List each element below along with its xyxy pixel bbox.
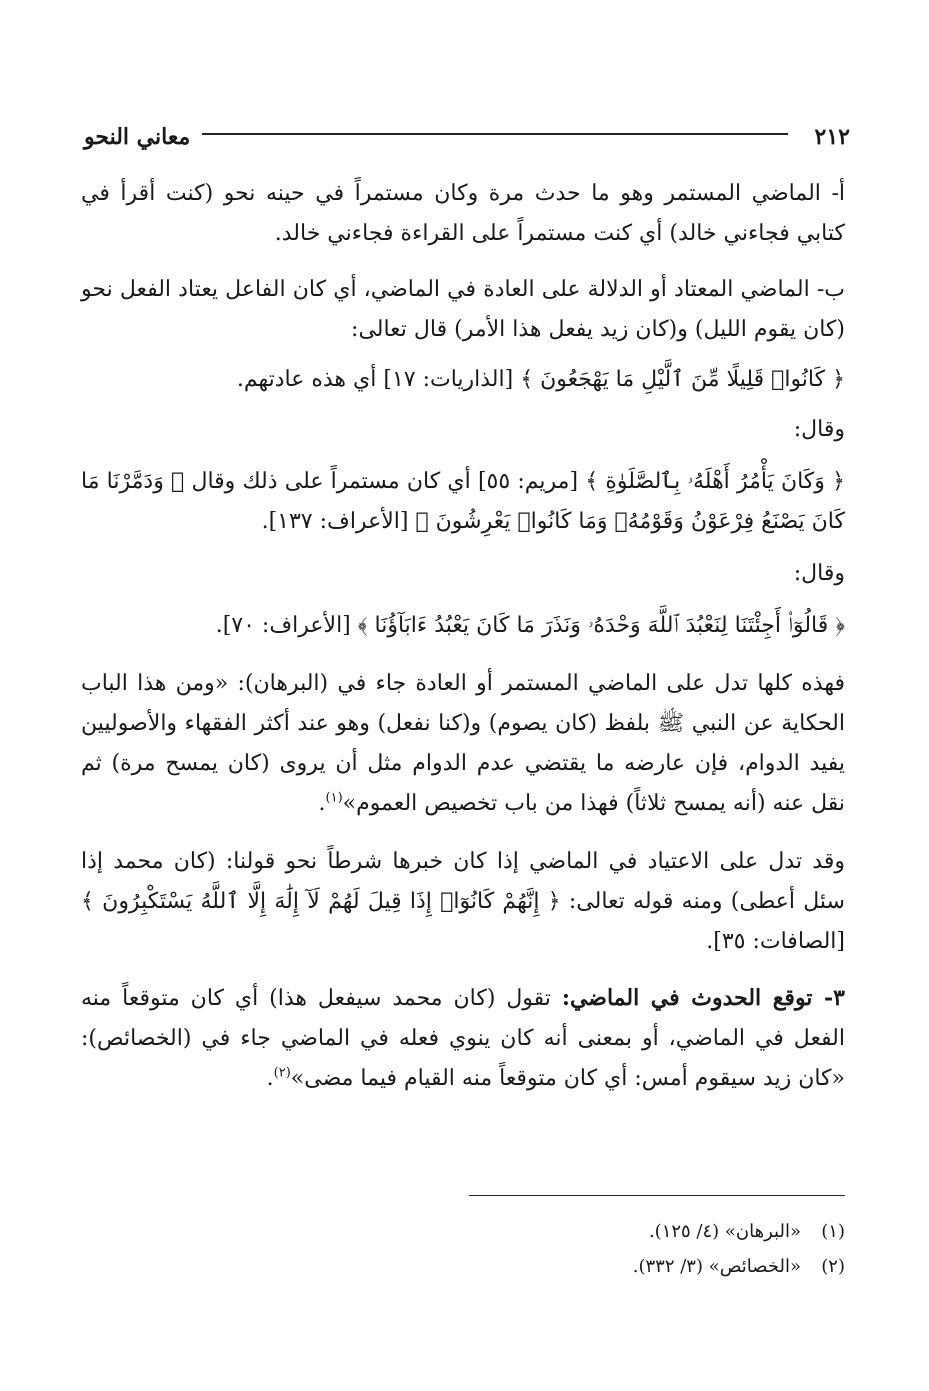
quote-reference: [الصافات: ٣٥].: [706, 929, 845, 954]
footnote-number: (٢): [821, 1256, 845, 1277]
paragraph-burhan-citation: [81, 664, 845, 824]
paragraph-expected-past: [81, 978, 845, 1099]
quran-verse: ﴿ كَانُوا۟ قَلِيلًا مِّنَ ٱلَّيْلِ مَا يَهْجَعُونَ ﴾: [520, 367, 845, 392]
said-label: وقال:: [793, 561, 845, 586]
quran-quote-1: [81, 360, 845, 400]
footnote-item: [81, 1249, 845, 1284]
page-number: ٢١٢: [814, 124, 850, 150]
page-header: [84, 124, 850, 164]
paragraph-text: وقد تدل على الاعتياد في الماضي إذا كان خبرها شرطاً نحو قولنا: (كان محمد إذا سئل أعطى) ومنه قوله تعالى:: [81, 849, 845, 914]
quote-commentary: [مريم: ٥٥] أي كان مستمراً على ذلك وقال: [184, 469, 586, 494]
quote-reference: [الذاريات: ١٧] أي هذه عادتهم.: [236, 367, 521, 392]
quran-verse: ﴿ وَدَمَّرْنَا مَا كَانَ يَصْنَعُ فِرْعَوْنُ وَقَوْمُهُۥ وَمَا كَانُوا۟ يَعْرِشُونَ ﴾: [81, 469, 845, 534]
quran-verse: ﴿ وَكَانَ يَأْمُرُ أَهْلَهُۥ بِٱلصَّلَوٰةِ ﴾: [585, 469, 845, 494]
quote-reference: [الأعراف: ٧٠].: [215, 613, 358, 638]
paragraph-continuous-past: أ- الماضي المستمر وهو ما حدث مرة وكان مستمراً في حينه نحو (كنت أقرأ في كتابي فجاءني خالد) أي كنت مستمراً على القراءة فجاءني خالد.: [81, 181, 846, 246]
quran-quote-2: [81, 462, 845, 542]
paragraph-text: تقول (كان محمد سيفعل هذا) أي كان متوقعاً منه الفعل في الماضي، أو بمعنى أنه كان ينوي فعله في الماضي جاء في (الخصائص): «كان زيد سيقوم أمس: أي كان متوقعاً منه القيام فيما مضى»: [81, 986, 846, 1091]
main-text: [81, 174, 845, 1099]
said-label: وقال:: [793, 417, 845, 442]
footnote-text: «البرهان» (٤/ ١٢٥).: [648, 1221, 801, 1242]
footnote-ref: (٢): [273, 1065, 291, 1081]
paragraph-habitual-past: ب- الماضي المعتاد أو الدلالة على العادة في الماضي، أي كان الفاعل يعتاد الفعل نحو (كان يقوم الليل) و(كان زيد يفعل هذا الأمر) قال تعالى:: [81, 277, 845, 342]
period: .: [266, 1066, 274, 1091]
running-title: معاني النحو: [84, 124, 191, 150]
period: .: [318, 791, 326, 816]
quran-verse: ﴿ قَالُوٓا۟ أَجِئْتَنَا لِنَعْبُدَ ٱللَّهَ وَحْدَهُۥ وَنَذَرَ مَا كَانَ يَعْبُدُ ءَابَآؤُنَا ﴾: [357, 613, 845, 638]
section-heading: ٣- توقع الحدوث في الماضي:: [561, 985, 845, 1011]
paragraph-text: فهذه كلها تدل على الماضي المستمر أو العادة جاء في (البرهان): «ومن هذا الباب الحكاية عن النبي ﷺ بلفظ (كان يصوم) و(كنا نفعل) وهو عند أكثر الفقهاء والأصوليين يفيد الدوام، فإن عارضه ما يقتضي عدم الدوام مثل أن يروى (كان يمسح مرة) ثم نقل عنه (أنه يمسح ثلاثاً) فهذا من باب تخصيص العموم»: [81, 671, 845, 816]
footnote-item: [81, 1214, 845, 1249]
quran-quote-3: [81, 606, 845, 646]
quran-verse: ﴿ إِنَّهُمْ كَانُوٓا۟ إِذَا قِيلَ لَهُمْ لَآ إِلَٰهَ إِلَّا ٱللَّهُ يَسْتَكْبِرُونَ ﴾: [81, 889, 561, 914]
footnote-text: «الخصائص» (٣/ ٣٣٢).: [632, 1256, 801, 1277]
footnote-number: (١): [821, 1221, 845, 1242]
footnotes: [81, 1214, 845, 1284]
quote-reference: [الأعراف: ١٣٧].: [261, 509, 416, 534]
footnote-separator: [469, 1195, 845, 1196]
footnote-ref: (١): [325, 790, 343, 806]
header-rule: [202, 133, 788, 135]
paragraph-conditional-habit: [81, 842, 845, 962]
